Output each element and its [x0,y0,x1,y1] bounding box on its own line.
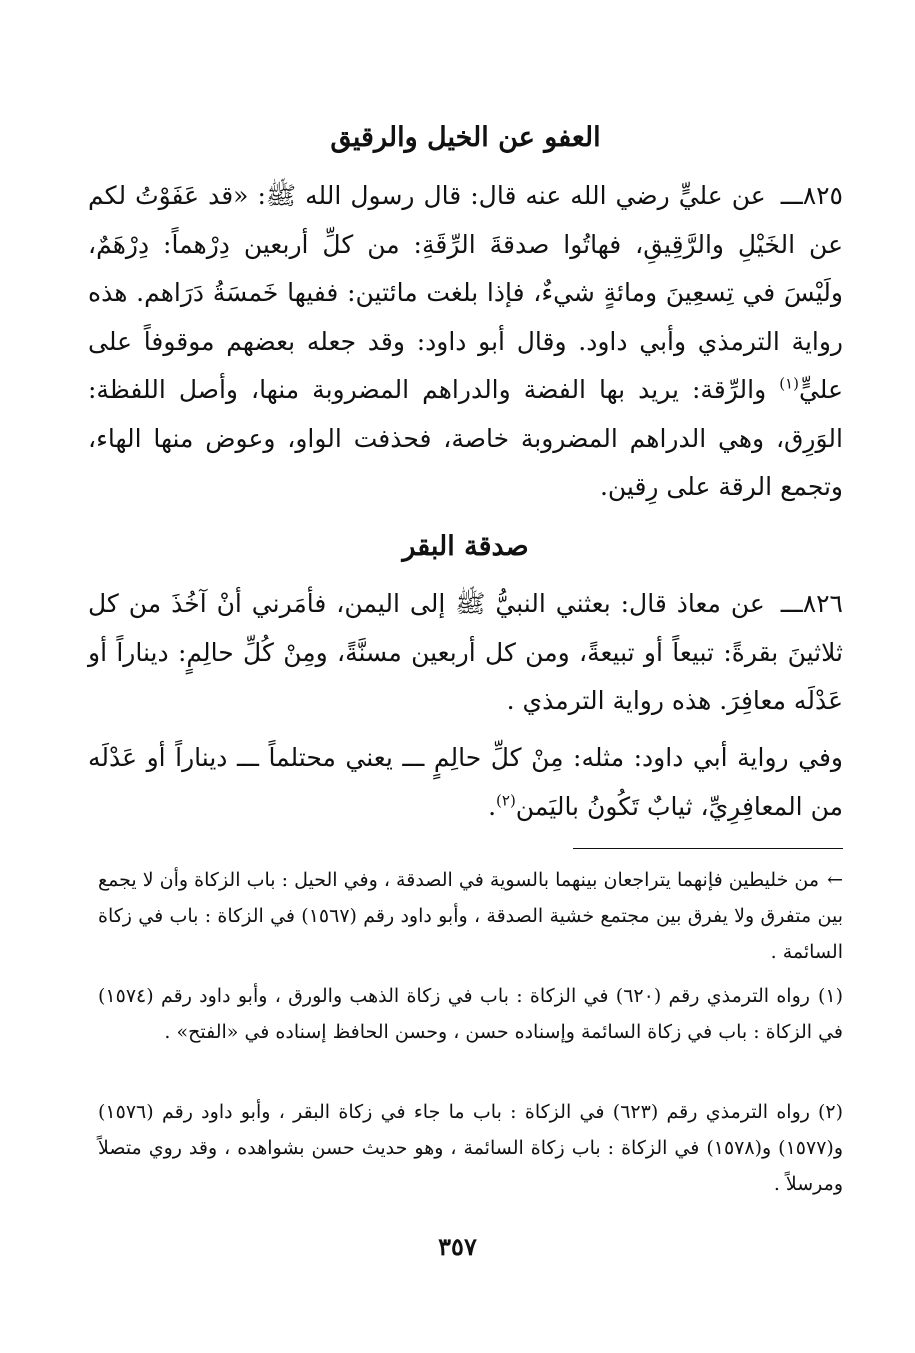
footnote-text: من خليطين فإنهما يتراجعان بينهما بالسوية في الصدقة ، وفي الحيل : باب الزكاة وأن لا يجمع بين متفرق ولا يفرق بين مجتمع خشية الصدقة ، وأبو داود رقم (١٥٦٧) في الزكاة : باب في زكاة السائمة . [98,869,843,963]
hadith-826 [88,580,843,726]
hadith-826-variant [88,734,843,831]
footnote-text: رواه الترمذي رقم (٦٢٠) في الزكاة : باب في زكاة الذهب والورق ، وأبو داود رقم (١٥٧٤) في الزكاة : باب في زكاة السائمة وإسناده حسن ، وحسن الحافظ إسناده في «الفتح» . [98,985,843,1043]
section-heading-cattle-zakat: صدقة البقر [402,531,529,562]
page-number: ٣٥٧ [438,1232,477,1261]
section-heading-horses-slaves: العفو عن الخيل والرقيق [330,122,601,153]
hadith-text: عن عليٍّ رضي الله عنه قال: قال رسول الله ﷺ: «قد عَفَوْتُ لكم عن الخَيْلِ والرَّقِيقِ، فهاتُوا صدقةَ الرِّقَةِ: من كلِّ أربعين دِرْهماً: دِرْهَمٌ، ولَيْسَ في تِسعِينَ ومائةٍ شيءٌ، فإذا بلغت مائتين: ففيها خَمسَةُ دَرَاهم. هذه رواية الترمذي وأبي داود. وقال أبو داود: وقد جعله بعضهم موقوفاً على عليٍّ [88,181,843,404]
footnote-marker: (١) [817,985,843,1007]
footnote-1 [98,978,843,1050]
footnote-2 [98,1094,843,1202]
hadith-number: ٨٢٥ـــ [780,181,843,210]
footnote-continuation [98,862,843,970]
continuation-arrow-icon: ← [827,869,843,891]
footnote-ref[interactable]: (١) [779,374,799,393]
footnote-marker: (٢) [817,1101,844,1123]
footnote-ref[interactable]: (٢) [496,791,516,810]
hadith-explanation: والرِّقة: يريد بها الفضة والدراهم المضروبة منها، وأصل اللفظة: الوَرِق، وهي الدراهم المضروبة خاصة، فحذفت الواو، وعوض منها الهاء، وتجمع الرقة على رِقين. [88,375,843,501]
variant-end: . [488,791,497,821]
hadith-number: ٨٢٦ـــ [780,589,843,618]
hadith-text: عن معاذ قال: بعثني النبيُّ ﷺ إلى اليمن، فأمَرني أنْ آخُذَ من كل ثلاثينَ بقرةً: تبيعاً أو تبيعةً، ومن كل أربعين مسنَّةً، ومِنْ كُلِّ حالِمٍ: ديناراً أو عَدْلَه معافِرَ. هذه رواية الترمذي . [88,589,843,715]
footnote-divider [573,848,843,849]
footnote-text: رواه الترمذي رقم (٦٢٣) في الزكاة : باب ما جاء في زكاة البقر ، وأبو داود رقم (١٥٧٦) و(١٥٧٧) و(١٥٧٨) في الزكاة : باب زكاة السائمة ، وهو حديث حسن بشواهده ، وقد روي متصلاً ومرسلاً . [98,1101,843,1195]
variant-text: وفي رواية أبي داود: مثله: مِنْ كلِّ حالِمٍ ـــ يعني محتلماً ـــ ديناراً أو عَدْلَه من المعافِرِيِّ، ثيابٌ تَكُونُ باليَمن [88,743,843,821]
hadith-825 [88,172,843,512]
